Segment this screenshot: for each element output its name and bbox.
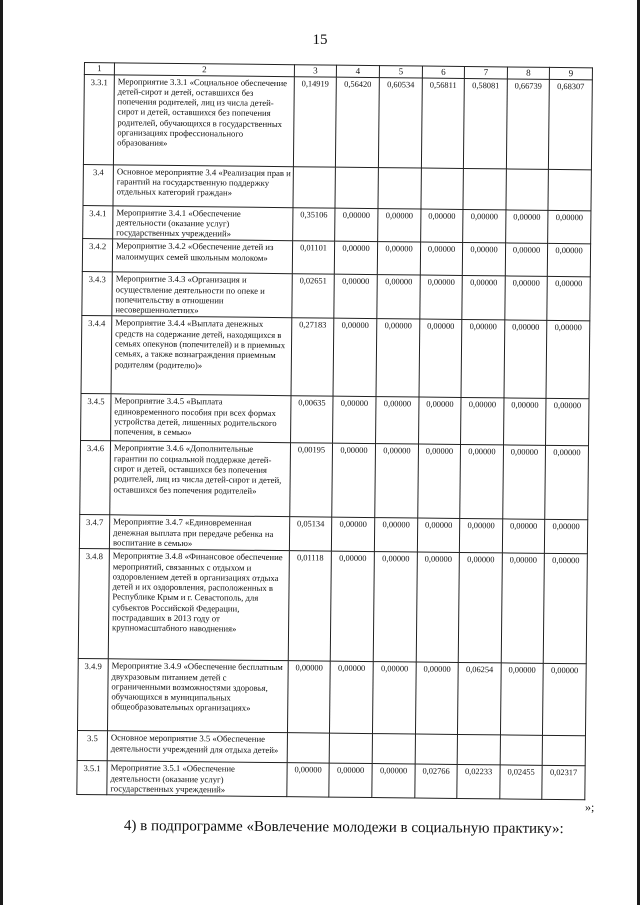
row-value [500, 735, 542, 765]
row-value: 0,56811 [421, 78, 464, 168]
row-name: Основное мероприятие 3.4 «Реализация прав и гарантий на государственную поддержку отдельных категорий граждан» [113, 164, 293, 207]
row-value: 0,00000 [420, 275, 462, 319]
row-value: 0,00000 [377, 242, 420, 275]
column-header: 7 [464, 66, 507, 78]
row-name: Мероприятие 3.4.1 «Обеспечение деятельности (оказание услуг) государственных учреждений» [113, 205, 293, 241]
row-name: Мероприятие 3.5.1 «Обеспечение деятельности (оказание услуг) государственных учреждений» [107, 761, 287, 797]
row-name: Мероприятие 3.4.5 «Выплата единовременного пособия при всех формах устройства детей, лишенных родительского попечения, в семью» [111, 394, 291, 443]
row-value [542, 736, 585, 766]
row-name: Мероприятие 3.4.3 «Организация и осуществление деятельности по опеке и попечительству в отношении несовершеннолетних» [112, 272, 292, 318]
row-value: 0,00000 [461, 398, 504, 445]
table-row [83, 74, 592, 169]
row-value: 0,00000 [504, 398, 546, 445]
column-header: 1 [84, 63, 114, 75]
row-value: 0,00000 [331, 518, 374, 552]
row-value: 0,00000 [419, 319, 462, 397]
column-header: 3 [294, 65, 336, 77]
row-name: Мероприятие 3.4.2 «Обеспечение детей из малоимущих семей школьным молоком» [112, 239, 292, 274]
table-row [82, 272, 590, 321]
row-value: 0,00000 [334, 242, 377, 275]
row-value: 0,00000 [502, 519, 544, 553]
row-value: 0,00000 [547, 277, 590, 322]
table-row [83, 205, 591, 244]
row-value: 0,58081 [463, 78, 507, 168]
row-code: 3.4.7 [79, 515, 109, 549]
budget-table [76, 62, 593, 800]
row-value: 0,00000 [335, 208, 378, 242]
row-value: 0,00000 [506, 210, 548, 244]
row-value: 0,00000 [544, 520, 587, 554]
closing-mark: »; [585, 800, 595, 814]
row-code: 3.4.6 [80, 441, 111, 515]
row-value: 0,00000 [421, 209, 463, 243]
row-value: 0,00000 [461, 320, 505, 398]
row-value: 0,00000 [375, 444, 419, 518]
row-value: 0,00000 [376, 397, 419, 444]
row-value: 0,00000 [547, 244, 590, 277]
row-value: 0,00000 [546, 321, 590, 399]
row-code: 3.5 [77, 731, 107, 761]
row-value: 0,00000 [463, 209, 506, 243]
row-code: 3.4.2 [82, 239, 112, 272]
row-code: 3.4.3 [82, 272, 112, 316]
row-value: 0,00000 [505, 243, 547, 276]
row-code: 3.4.5 [81, 394, 111, 441]
row-value: 0,00000 [419, 397, 461, 444]
row-value [421, 168, 463, 209]
row-name: Основное мероприятие 3.5 «Обеспечение деятельности учреждений для отдыха детей» [107, 731, 287, 763]
row-value: 0,00000 [500, 663, 543, 735]
row-value [372, 734, 415, 764]
row-code: 3.4.9 [77, 659, 108, 731]
table-row [81, 316, 590, 399]
row-value: 0,05134 [289, 517, 331, 551]
scan-edge-left [0, 0, 3, 905]
row-value: 0,00000 [415, 662, 458, 734]
row-value: 0,00000 [376, 319, 420, 397]
row-value: 0,00000 [543, 554, 587, 664]
table-row [83, 164, 591, 210]
column-header: 9 [549, 67, 592, 79]
row-value: 0,06254 [457, 663, 501, 735]
row-value [415, 734, 457, 764]
row-value: 0,00000 [503, 445, 546, 519]
row-name: Мероприятие 3.4.7 «Единовременная денежная выплата при передаче ребенка на воспитание в семью» [109, 515, 289, 551]
column-header: 6 [422, 66, 464, 78]
row-value: 0,66739 [506, 79, 549, 169]
row-value: 0,00000 [546, 399, 589, 446]
row-value: 0,00000 [287, 763, 329, 797]
row-code: 3.4 [83, 164, 113, 205]
row-value: 0,00000 [458, 553, 502, 663]
row-value: 0,00000 [420, 242, 462, 275]
row-code: 3.4.4 [81, 316, 112, 394]
row-code: 3.3.1 [83, 74, 114, 164]
row-value: 0,60534 [378, 77, 422, 167]
row-value: 0,00000 [416, 552, 459, 662]
row-value [293, 166, 335, 207]
row-value: 0,14919 [293, 76, 336, 166]
row-value: 0,00000 [373, 552, 417, 662]
row-value: 0,00000 [460, 445, 504, 519]
table-container [76, 62, 592, 800]
row-name: Мероприятие 3.3.1 «Социальное обеспечение детей-сирот и детей, оставшихся без попечения родителей, лиц из числа детей-сирот и детей, оставшихся без попечения родителей, обучающихся в государственных организациях профессионального образования» [113, 74, 294, 166]
row-value: 0,00000 [333, 319, 377, 397]
row-code: 3.4.1 [83, 205, 113, 239]
row-value: 0,00000 [372, 764, 415, 798]
row-value: 0,02233 [457, 765, 500, 799]
row-code: 3.4.8 [78, 549, 109, 659]
row-value: 0,00000 [332, 444, 376, 518]
row-value: 0,00000 [330, 551, 374, 661]
row-value: 0,00635 [291, 396, 333, 443]
row-name: Мероприятие 3.4.4 «Выплата денежных средств на содержание детей, находящихся в семьях опекунов (попечителей) и в приемных семьях, а также вознаграждения приемным родителям (родителю)» [111, 316, 292, 396]
row-name: Мероприятие 3.4.6 «Дополнительные гарантии по социальной поддержке детей-сирот и детей, оставшихся без попечения родителей, лиц из числа детей-сирот и детей, оставшихся без попечения родителей» [110, 441, 291, 517]
row-value: 0,00000 [504, 320, 547, 398]
row-value: 0,02651 [292, 274, 334, 318]
row-value: 0,00000 [378, 208, 421, 242]
row-value: 0,00000 [501, 553, 544, 663]
row-value: 0,00000 [418, 444, 461, 518]
row-value: 0,00000 [334, 275, 377, 320]
row-value: 0,00000 [545, 446, 589, 520]
row-value: 0,00000 [287, 661, 330, 733]
table-row [79, 515, 587, 554]
row-value: 0,00000 [462, 243, 505, 276]
table-row [77, 659, 586, 736]
table-row [80, 441, 589, 520]
row-value: 0,00000 [462, 276, 505, 321]
table-row [78, 549, 587, 664]
row-value: 0,00195 [290, 443, 333, 517]
row-value [548, 169, 591, 210]
row-value: 0,00000 [505, 276, 547, 320]
column-header: 5 [379, 66, 422, 78]
row-value [335, 167, 378, 208]
row-value: 0,27183 [291, 318, 334, 396]
row-value [457, 735, 500, 765]
row-name: Мероприятие 3.4.8 «Финансовое обеспечение мероприятий, связанных с отдыхом и оздоровлением детей в организациях отдыха детей и их оздоровления, расположенных в Республике Крым и г. Севастополь, для субъектов Российской Федерации, пострадавших в 2013 году от крупномасштабного наводнения» [108, 549, 289, 661]
column-header: 2 [114, 63, 294, 76]
row-value [329, 733, 372, 763]
row-value: 0,00000 [417, 518, 459, 552]
row-value: 0,02317 [542, 766, 585, 800]
page-number: 15 [312, 32, 328, 48]
column-header: 4 [336, 65, 379, 77]
subprogram-paragraph: 4) в подпрограмме «Вовлечение молодежи в социальную практику»: [123, 818, 564, 838]
row-value: 0,00000 [372, 662, 416, 734]
table-row [77, 761, 585, 800]
row-value: 0,02455 [500, 765, 542, 799]
row-value: 0,00000 [333, 397, 376, 444]
row-value: 0,00000 [548, 210, 591, 244]
column-header: 8 [507, 67, 549, 79]
row-value: 0,01101 [292, 241, 334, 274]
row-value [506, 169, 548, 210]
row-value: 0,01118 [288, 551, 331, 661]
row-value: 0,00000 [542, 664, 586, 736]
row-value: 0,02766 [415, 764, 457, 798]
row-value: 0,00000 [374, 518, 417, 552]
row-value [463, 168, 506, 209]
row-value: 0,00000 [459, 519, 502, 553]
row-value: 0,00000 [329, 763, 372, 797]
row-value: 0,00000 [377, 275, 420, 320]
row-code: 3.5.1 [77, 761, 107, 795]
table-row [82, 239, 590, 277]
row-value: 0,00000 [329, 661, 373, 733]
row-value [378, 167, 421, 208]
row-value [287, 733, 329, 763]
row-value: 0,35106 [293, 207, 335, 241]
row-value: 0,56420 [335, 77, 379, 167]
row-value: 0,68307 [548, 79, 592, 169]
table-row [81, 394, 589, 446]
row-name: Мероприятие 3.4.9 «Обеспечение бесплатным двухразовым питанием детей с ограниченными возможностями здоровья, обучающихся в муниципальных общеобразовательных организациях» [107, 659, 288, 733]
table-body [77, 74, 593, 800]
